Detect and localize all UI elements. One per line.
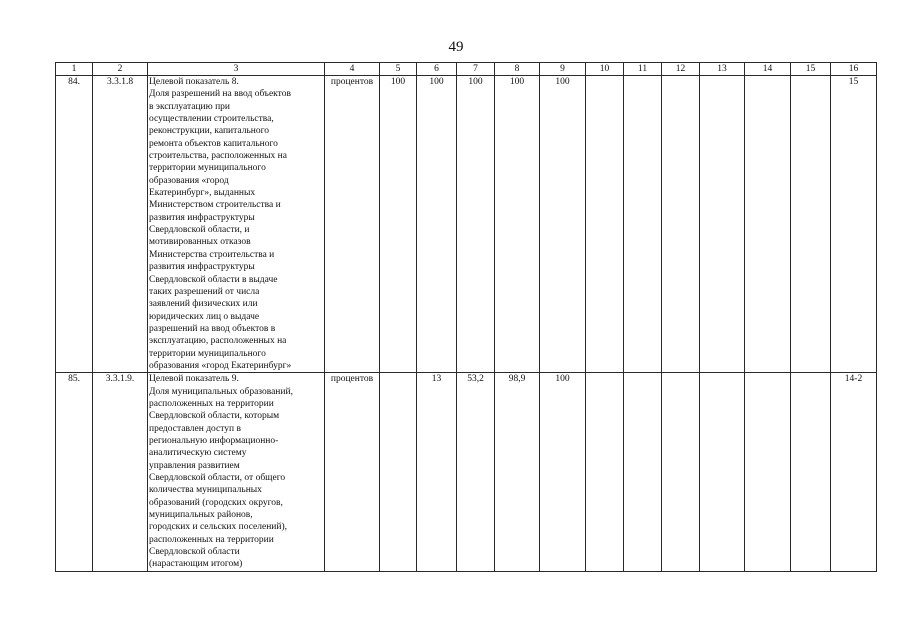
description-line: Министерства строительства и [149, 249, 275, 260]
value-cell-10 [586, 373, 624, 572]
description-line: разрешений на ввод объектов в [149, 323, 276, 334]
description-line: мотивированных отказов [149, 237, 251, 248]
column-header: 16 [831, 63, 877, 76]
value-cell-13 [700, 76, 745, 373]
description-line: ремонта объектов капитального [149, 138, 278, 149]
description-line: строительства, расположенных на [149, 151, 287, 162]
value-cell-5: 100 [380, 76, 417, 373]
unit-cell: процентов [325, 373, 380, 572]
table-row-85 [56, 373, 877, 572]
description-line: заявлений физических или [149, 299, 258, 310]
column-header: 14 [745, 63, 791, 76]
description-line: Министерством строительства и [149, 200, 281, 211]
value-cell-16: 14-2 [831, 373, 877, 572]
description-line: количества муниципальных [149, 485, 262, 496]
column-header: 15 [791, 63, 831, 76]
value-cell-12 [662, 76, 700, 373]
description-line: реконструкции, капитального [149, 126, 270, 137]
row-number: 84. [56, 76, 93, 373]
column-header: 9 [540, 63, 586, 76]
description-line: территории муниципального [149, 163, 266, 174]
description-line: таких разрешений от числа [149, 286, 260, 297]
table-row-84 [56, 76, 877, 373]
description-line: Свердловской области, и [149, 225, 250, 236]
value-cell-7: 100 [457, 76, 495, 373]
description-line: юридических лиц о выдаче [149, 311, 260, 322]
column-header: 7 [457, 63, 495, 76]
row-number: 85. [56, 373, 93, 572]
description-line: образований (городских округов, [149, 497, 283, 508]
description-line: (нарастающим итогом) [149, 559, 243, 570]
value-cell-15 [791, 76, 831, 373]
page-number: 49 [448, 39, 464, 55]
indicators-table [55, 62, 877, 572]
description-line: Свердловской области, которым [149, 411, 280, 422]
description-line: городских и сельских поселений), [149, 522, 288, 533]
column-header: 4 [325, 63, 380, 76]
description-line: Доля муниципальных образований, [149, 386, 293, 397]
description-line: Свердловской области, от общего [149, 473, 286, 483]
description-line: Целевой показатель 8. [149, 77, 239, 87]
column-header: 5 [380, 63, 417, 76]
value-cell-6: 13 [417, 373, 457, 572]
description-line: аналитическую систему [149, 448, 247, 459]
value-cell-10 [586, 76, 624, 373]
description-line: региональную информационно- [149, 435, 279, 446]
value-cell-7: 53,2 [457, 373, 495, 572]
description-line: расположенных на территории [149, 398, 274, 409]
description-line: Доля разрешений на ввод объектов [149, 89, 291, 100]
description-line: Свердловской области [149, 547, 240, 558]
description-line: образования «город [149, 175, 229, 186]
column-header: 11 [624, 63, 662, 76]
column-header: 13 [700, 63, 745, 76]
indicator-description [148, 373, 325, 572]
value-cell-8: 100 [495, 76, 540, 373]
value-cell-9: 100 [540, 76, 586, 373]
column-header: 2 [93, 63, 148, 76]
description-line: Целевой показатель 9. [149, 374, 239, 385]
value-cell-11 [624, 76, 662, 373]
column-header: 10 [586, 63, 624, 76]
column-header: 12 [662, 63, 700, 76]
row-code: 3.3.1.9. [93, 373, 148, 572]
value-cell-8: 98,9 [495, 373, 540, 572]
column-number-row [56, 63, 877, 76]
column-header: 1 [56, 63, 93, 76]
value-cell-12 [662, 373, 700, 572]
description-line: Екатеринбург», выданных [149, 188, 256, 199]
unit-cell: процентов [325, 76, 380, 373]
value-cell-6: 100 [417, 76, 457, 373]
description-line: муниципальных районов, [149, 510, 253, 521]
description-line: Свердловской области в выдаче [149, 274, 278, 285]
column-header: 3 [148, 63, 325, 76]
description-line: предоставлен доступ в [149, 423, 241, 434]
value-cell-9: 100 [540, 373, 586, 572]
value-cell-13 [700, 373, 745, 572]
description-line: территории муниципального [149, 348, 266, 359]
description-line: развития инфраструктуры [149, 262, 255, 273]
value-cell-14 [745, 76, 791, 373]
description-line: эксплуатацию, расположенных на [149, 336, 287, 347]
description-line: управления развитием [149, 460, 240, 471]
row-code: 3.3.1.8 [93, 76, 148, 373]
value-cell-16: 15 [831, 76, 877, 373]
column-header: 6 [417, 63, 457, 76]
indicator-description [148, 76, 325, 373]
column-header: 8 [495, 63, 540, 76]
description-line: развития инфраструктуры [149, 212, 255, 223]
description-line: в эксплуатацию при [149, 101, 230, 112]
description-line: расположенных на территории [149, 534, 274, 545]
value-cell-11 [624, 373, 662, 572]
value-cell-14 [745, 373, 791, 572]
value-cell-15 [791, 373, 831, 572]
description-line: осуществлении строительства, [149, 114, 274, 125]
description-line: образования «город Екатеринбург» [149, 360, 292, 371]
value-cell-5 [380, 373, 417, 572]
